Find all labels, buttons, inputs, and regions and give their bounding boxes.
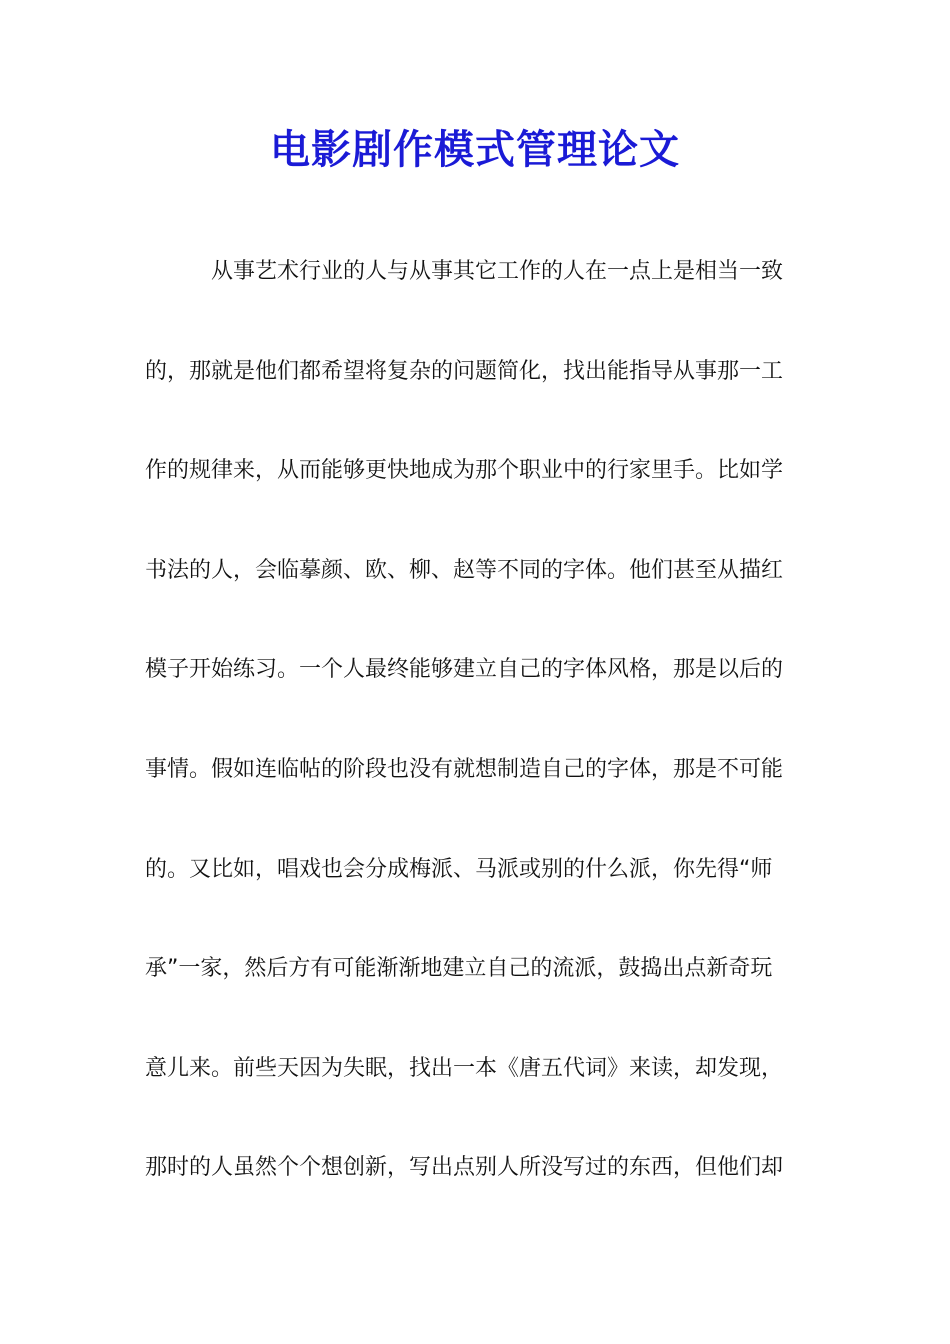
paragraph-line: 的，那就是他们都希望将复杂的问题简化，找出能指导从事那一工 <box>145 358 784 384</box>
paragraph-line: 的。又比如，唱戏也会分成梅派、马派或别的什么派，你先得“师 <box>145 856 773 882</box>
document-title: 电影剧作模式管理论文 <box>270 126 680 173</box>
paragraph-line: 事情。假如连临帖的阶段也没有就想制造自己的字体，那是不可能 <box>145 756 784 782</box>
paragraph-line: 从事艺术行业的人与从事其它工作的人在一点上是相当一致 <box>211 259 784 284</box>
paragraph-line: 那时的人虽然个个想创新，写出点别人所没写过的东西，但他们却 <box>145 1155 784 1181</box>
body-paragraph <box>145 222 807 1218</box>
paragraph-line: 书法的人，会临摹颜、欧、柳、赵等不同的字体。他们甚至从描红 <box>145 557 784 583</box>
paragraph-line: 意儿来。前些天因为失眠，找出一本《唐五代词》来读，却发现， <box>145 1055 784 1081</box>
paragraph-line: 承”一家，然后方有可能渐渐地建立自己的流派，鼓捣出点新奇玩 <box>145 956 773 982</box>
paragraph-line: 模子开始练习。一个人最终能够建立自己的字体风格，那是以后的 <box>145 657 784 683</box>
paragraph-line: 作的规律来，从而能够更快地成为那个职业中的行家里手。比如学 <box>145 458 784 484</box>
